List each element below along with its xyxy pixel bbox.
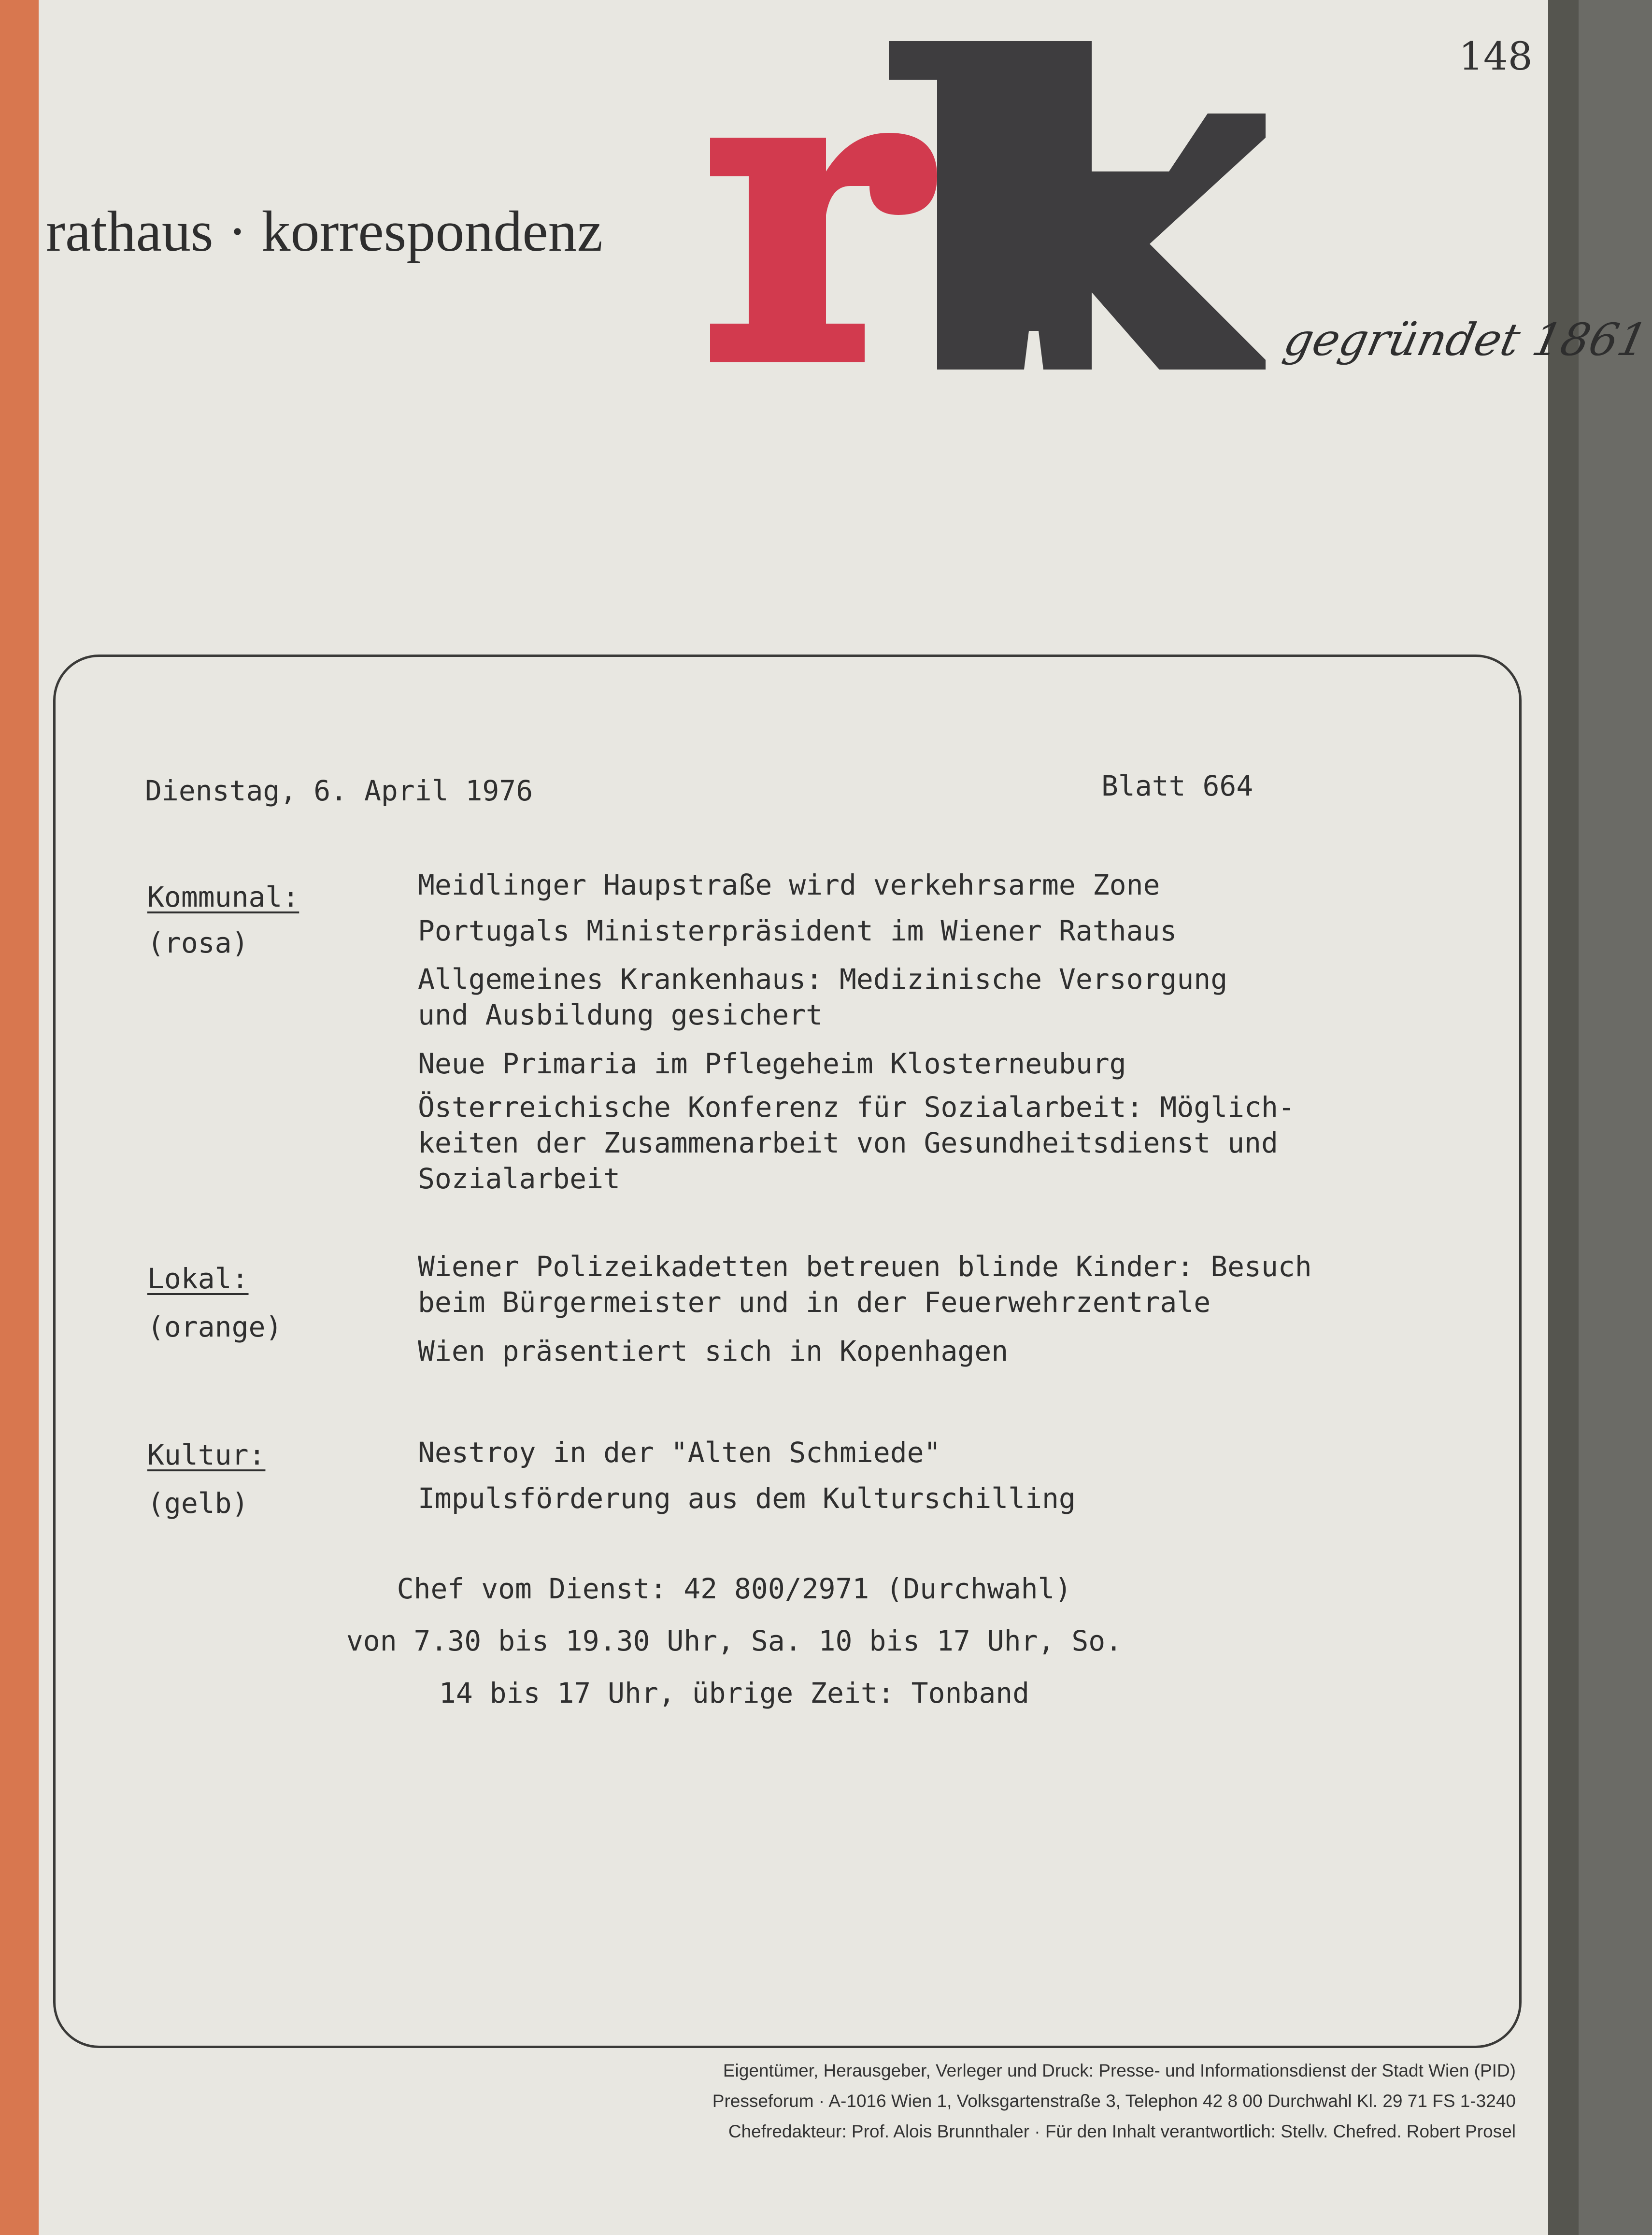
binder-spine (0, 0, 39, 2235)
category-color-note: (gelb) (147, 1487, 249, 1520)
bulletin-date: Dienstag, 6. April 1976 (145, 774, 533, 807)
rk-logo (705, 41, 1266, 370)
news-item-line: Meidlinger Haupstraße wird verkehrsarme Zone (418, 868, 1160, 901)
news-item (418, 867, 1160, 903)
category-label: Kultur: (147, 1438, 266, 1471)
news-item-line: Wiener Polizeikadetten betreuen blinde Kinder: Besuch (418, 1250, 1312, 1283)
contact-line-2: von 7.30 bis 19.30 Uhr, Sa. 10 bis 17 Uhr, So. (346, 1624, 1123, 1657)
news-item (418, 1435, 941, 1470)
news-item-line: Allgemeines Krankenhaus: Medizinische Versorgung (418, 963, 1228, 996)
news-item (418, 961, 1227, 1033)
category-color-note: (rosa) (147, 926, 249, 959)
news-item-line: Impulsförderung aus dem Kulturschilling (418, 1482, 1076, 1515)
footer-line-3: Chefredakteur: Prof. Alois Brunnthaler · Für den Inhalt verantwortlich: Stellv. Chefred. Robert Prosel (728, 2121, 1516, 2141)
news-item (418, 1481, 1076, 1516)
sheet-number: Blatt 664 (1101, 769, 1253, 802)
news-item (418, 1089, 1295, 1196)
news-item-line: Sozialarbeit (418, 1162, 621, 1195)
category-label: Kommunal: (147, 881, 299, 913)
handwritten-page-number: 148 (1459, 34, 1533, 79)
news-item-line: Wien präsentiert sich in Kopenhagen (418, 1335, 1009, 1367)
logo-letter-r (710, 133, 937, 362)
founded-tagline: gegründet 1861 (1279, 314, 1652, 366)
news-item-line: keiten der Zusammenarbeit von Gesundheitsdienst und (418, 1126, 1278, 1159)
logo-letter-k (889, 41, 1266, 370)
publisher-footer (712, 2055, 1516, 2147)
news-item (418, 1046, 1126, 1082)
publication-name: rathaus · korrespondenz (46, 199, 603, 263)
contact-line-1: Chef vom Dienst: 42 800/2971 (Durchwahl) (397, 1572, 1072, 1605)
news-item-line: beim Bürgermeister und in der Feuerwehrzentrale (418, 1286, 1211, 1319)
footer-line-1: Eigentümer, Herausgeber, Verleger und Druck: Presse- und Informationsdienst der Stadt Wien (PID) (723, 2061, 1516, 2080)
contact-line-3: 14 bis 17 Uhr, übrige Zeit: Tonband (439, 1677, 1030, 1709)
news-item-line: Portugals Ministerpräsident im Wiener Rathaus (418, 914, 1177, 947)
news-item-line: Neue Primaria im Pflegeheim Klosterneuburg (418, 1047, 1126, 1080)
news-item (418, 913, 1177, 949)
news-item-line: und Ausbildung gesichert (418, 998, 823, 1031)
footer-line-2: Presseforum · A-1016 Wien 1, Volksgartenstraße 3, Telephon 42 8 00 Durchwahl Kl. 29 71 FS 1-3240 (712, 2091, 1516, 2111)
news-item (418, 1249, 1312, 1320)
category-color-note: (orange) (147, 1310, 283, 1343)
category-label: Lokal: (147, 1262, 249, 1295)
contact-block (299, 1563, 1169, 1719)
news-item-line: Österreichische Konferenz für Sozialarbeit: Möglich- (418, 1091, 1295, 1124)
news-item-line: Nestroy in der "Alten Schmiede" (418, 1436, 941, 1469)
news-item (418, 1333, 1008, 1369)
